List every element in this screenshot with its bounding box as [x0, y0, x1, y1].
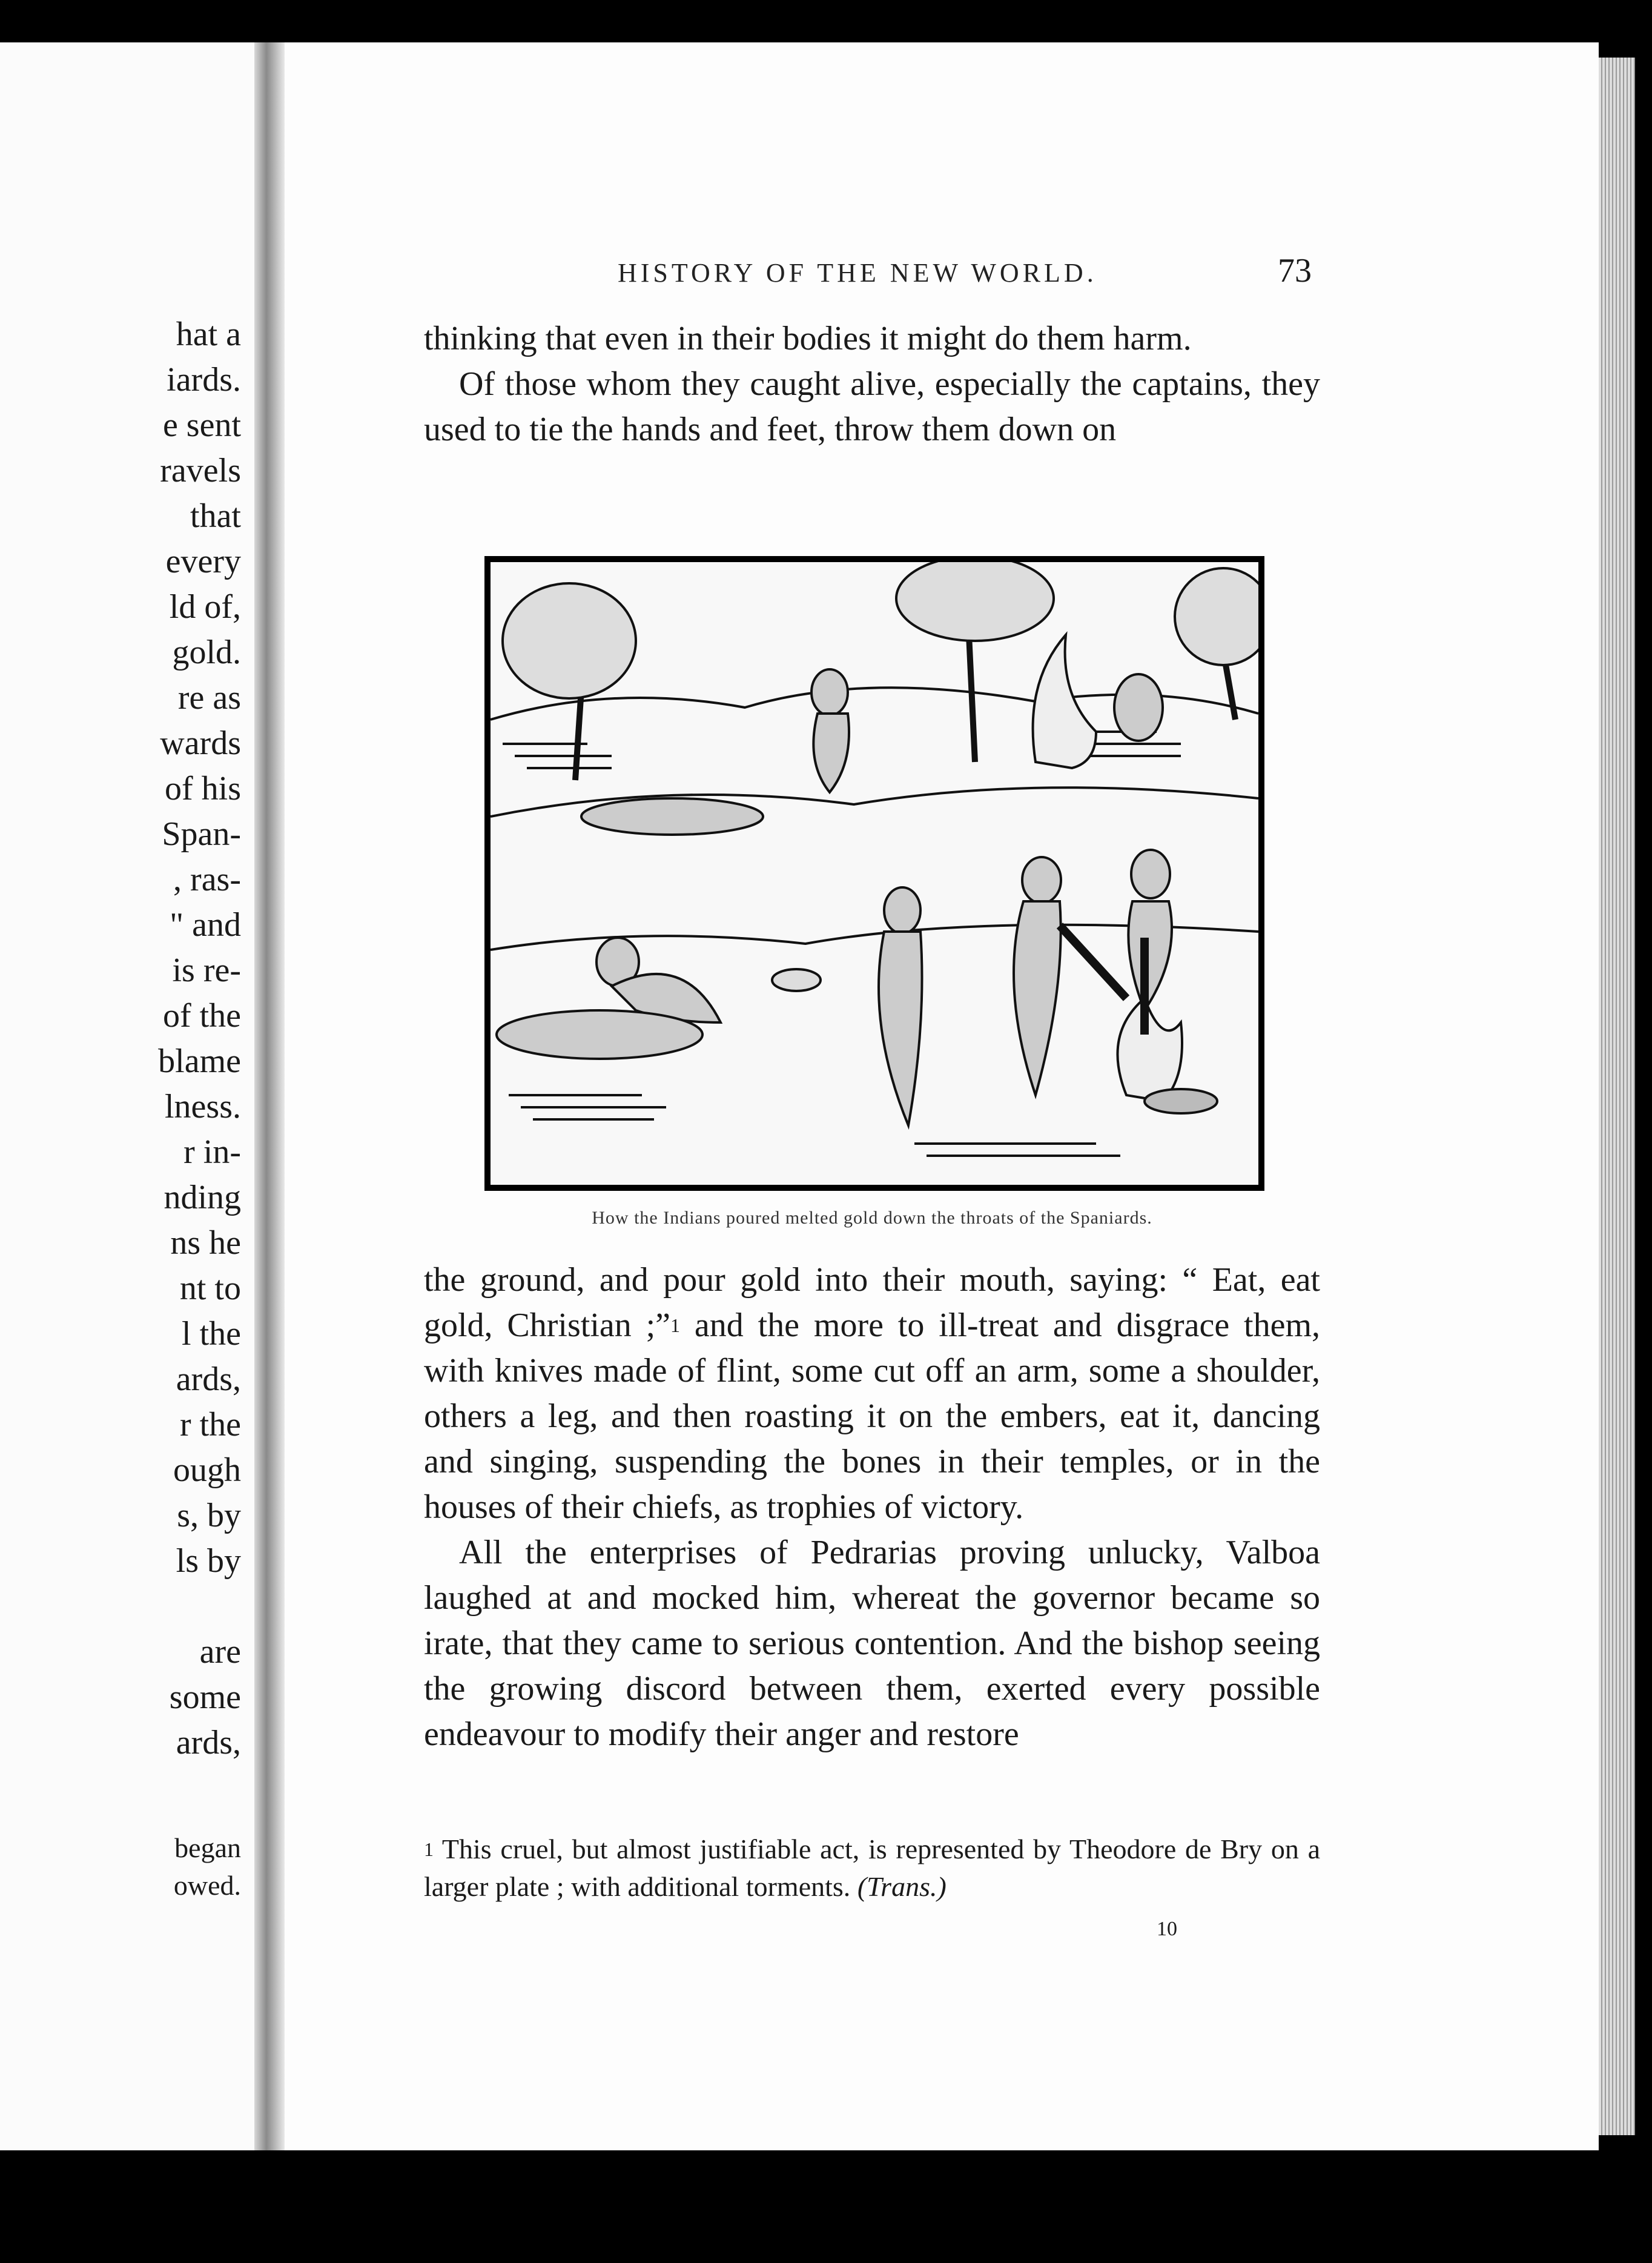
footnote-reference: 1: [670, 1314, 681, 1336]
left-page-line: l the: [182, 1315, 241, 1353]
left-page-line: wards: [160, 724, 241, 762]
left-page-line: r in-: [183, 1133, 241, 1171]
left-page-line: are: [199, 1633, 241, 1671]
left-page-line: some: [169, 1678, 241, 1716]
left-page-line: every: [165, 543, 241, 580]
left-page-line: of the: [162, 997, 241, 1035]
page-edges: [1599, 58, 1635, 2135]
left-page-line: ravels: [160, 452, 241, 489]
left-page-line: nding: [164, 1179, 241, 1216]
left-page-line: is re-: [172, 952, 241, 989]
left-page-line: ld of,: [169, 588, 241, 626]
footnote: [424, 1831, 1320, 1906]
left-page-line: r the: [179, 1406, 241, 1443]
running-header: HISTORY OF THE NEW WORLD.: [618, 258, 1097, 288]
left-page-line: ards,: [176, 1360, 241, 1398]
paragraph-3-start: the ground, and pour gold into their mouth, saying: “ Eat, eat gold, Christian ;”: [424, 1261, 1320, 1344]
left-page-line: [158, 1584, 241, 1629]
left-page-line: gold.: [172, 634, 241, 671]
left-page-line: ls by: [176, 1542, 241, 1580]
paragraph-3-rest: and the more to ill-treat and disgrace them, with knives made of flint, some cut off an arm, some a shoulder, others a leg, and then roasting it on the embers, eat it, dancing and singing, suspending the bones in their temples, or in the houses of their chiefs, as trophies of victory.: [424, 1307, 1321, 1526]
left-page-line: re as: [177, 679, 241, 717]
left-page-note-line: owed.: [173, 1870, 241, 1901]
page-number: 73: [1278, 252, 1312, 290]
left-page-text-fragments: [158, 312, 241, 1766]
figure-caption: How the Indians poured melted gold down the throats of the Spaniards.: [592, 1208, 1152, 1228]
paragraph-4: All the enterprises of Pedrarias proving unlucky, Valboa laughed at and mocked him, whereat the governor became so irate, that they came to serious contention. And the bishop seeing the growing discord between them, exerted every possible endeavour to modify their anger and restore: [424, 1534, 1320, 1753]
left-page-note-line: began: [174, 1832, 241, 1863]
left-page-line: ards,: [176, 1724, 241, 1761]
woodcut-illustration: [484, 556, 1264, 1191]
paragraph-1: thinking that even in their bodies it might do them harm.: [424, 320, 1192, 357]
left-page-line: hat a: [176, 316, 241, 353]
signature-mark: 10: [1157, 1918, 1177, 1940]
left-page-note-fragments: [174, 1829, 241, 1904]
book-gutter: [254, 42, 285, 2150]
left-page-line: " and: [170, 906, 241, 944]
left-page-line: that: [190, 497, 241, 535]
paragraph-3: [424, 1257, 1320, 1530]
woodcut-image: [491, 562, 1258, 1185]
footnote-trans: (Trans.): [857, 1871, 947, 1902]
left-page-line: of his: [165, 770, 241, 807]
left-page-line: e sent: [162, 406, 241, 444]
left-page-line: blame: [158, 1042, 241, 1080]
left-page-line: Span-: [162, 815, 241, 853]
left-page-line: nt to: [179, 1270, 241, 1307]
left-page: [0, 42, 254, 2150]
left-page-line: ns he: [170, 1224, 241, 1262]
left-page-line: ough: [173, 1451, 241, 1489]
footnote-marker: 1: [424, 1838, 434, 1860]
left-page-line: s, by: [177, 1497, 241, 1534]
footnote-text: This cruel, but almost justifiable act, is represented by Theodore de Bry on a larger plate ; with additional torments.: [424, 1834, 1320, 1902]
left-page-line: , ras-: [173, 861, 241, 898]
paragraph-2: Of those whom they caught alive, especially the captains, they used to tie the hands and feet, throw them down on: [424, 365, 1320, 448]
left-page-line: lness.: [165, 1088, 241, 1125]
left-page-line: iards.: [167, 361, 241, 399]
body-text-bottom: [424, 1257, 1320, 1757]
body-text-top: [424, 316, 1320, 452]
